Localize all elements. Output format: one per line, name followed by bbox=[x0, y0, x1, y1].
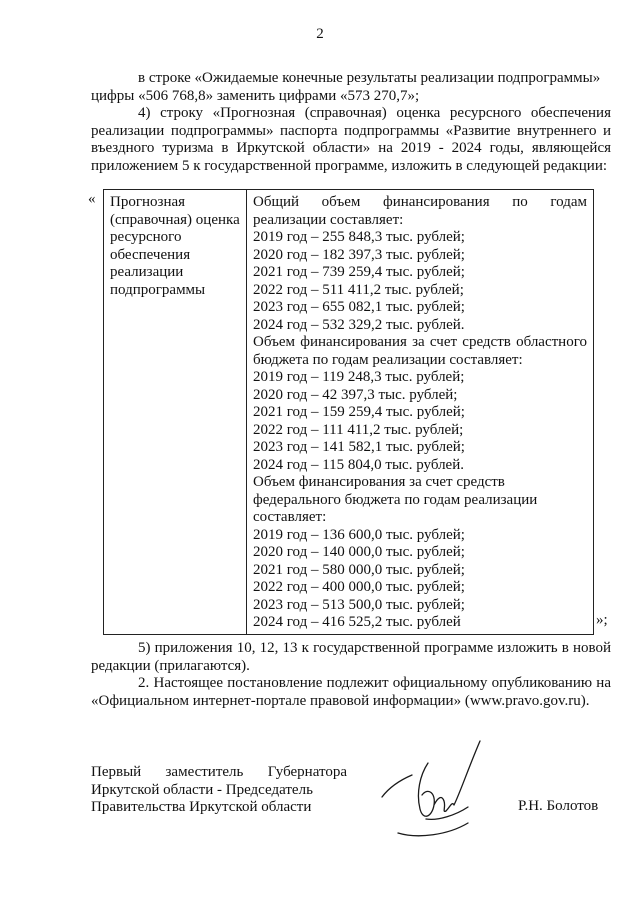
funding-line: 2019 год – 136 600,0 тыс. рублей; bbox=[253, 526, 465, 543]
funding-line: 2019 год – 255 848,3 тыс. рублей; bbox=[253, 229, 465, 245]
paragraph-line: в строке «Ожидаемые конечные результаты реализации подпрограммы» bbox=[138, 70, 601, 86]
funding-line: 2023 год – 141 582,1 тыс. рублей; bbox=[253, 439, 465, 455]
funding-line: 2020 год – 182 397,3 тыс. рублей; bbox=[253, 246, 465, 263]
funding-line: 2022 год – 511 411,2 тыс. рублей; bbox=[253, 281, 464, 298]
funding-line: федерального бюджета по годам реализации bbox=[253, 491, 538, 508]
page-number: 2 bbox=[316, 26, 324, 42]
paragraph-item-4: 4) строку «Прогнозная (справочная) оценка ресурсного обеспечения реализации подпрограммы» паспорта подпрограммы «Развитие внутреннего и въездного туризма в Иркутской области» на 2019 - 2024 годы, являющейся приложением 5 к государственной программе, изложить в следующей редакции: bbox=[91, 105, 611, 174]
funding-line: 2019 год – 119 248,3 тыс. рублей; bbox=[253, 369, 465, 385]
funding-line: 2024 год – 115 804,0 тыс. рублей. bbox=[253, 456, 464, 473]
table-row bbox=[104, 190, 594, 635]
funding-line: 2022 год – 400 000,0 тыс. рублей; bbox=[253, 579, 465, 595]
position-line: Правительства Иркутской области bbox=[91, 799, 312, 815]
position-line: Первый заместитель Губернатора bbox=[91, 764, 347, 780]
funding-line: 2023 год – 655 082,1 тыс. рублей; bbox=[253, 299, 465, 315]
funding-line: 2021 год – 159 259,4 тыс. рублей; bbox=[253, 404, 465, 420]
funding-line: Объем финансирования за счет средств областного бюджета по годам реализации составляет: bbox=[253, 334, 587, 368]
paragraph-line: цифры «506 768,8» заменить цифрами «573 270,7»; bbox=[91, 87, 420, 104]
funding-line: 2024 год – 416 525,2 тыс. рублей bbox=[253, 614, 461, 630]
paragraph-item-2-publication: 2. Настоящее постановление подлежит официальному опубликованию на «Официальном интернет-портале правовой информации» (www.pravo.gov.ru). bbox=[91, 675, 611, 709]
funding-lines bbox=[253, 194, 587, 632]
closing-quote: »; bbox=[596, 612, 608, 628]
funding-line: 2020 год – 140 000,0 тыс. рублей; bbox=[253, 544, 465, 560]
table-label-cell: Прогнозная (справочная) оценка ресурсного обеспечения реализации подпрограммы bbox=[104, 190, 247, 635]
table-content-cell bbox=[247, 190, 594, 635]
funding-line: 2023 год – 513 500,0 тыс. рублей; bbox=[253, 596, 465, 613]
funding-line: 2020 год – 42 397,3 тыс. рублей; bbox=[253, 386, 458, 403]
funding-line: 2021 год – 580 000,0 тыс. рублей; bbox=[253, 561, 465, 578]
handwritten-signature bbox=[368, 735, 488, 845]
funding-line: Общий объем финансирования по годам реализации составляет: bbox=[253, 194, 587, 228]
paragraph-expected-results bbox=[91, 70, 611, 105]
passport-table bbox=[103, 189, 594, 635]
position-line: Иркутской области - Председатель bbox=[91, 781, 313, 798]
signatory-name: Р.Н. Болотов bbox=[518, 798, 599, 814]
paragraph-item-5: 5) приложения 10, 12, 13 к государственной программе изложить в новой редакции (прилагаются). bbox=[91, 640, 611, 674]
opening-quote: « bbox=[88, 191, 96, 207]
funding-line: 2021 год – 739 259,4 тыс. рублей; bbox=[253, 264, 465, 280]
funding-line: 2024 год – 532 329,2 тыс. рублей. bbox=[253, 316, 465, 333]
signatory-position bbox=[91, 764, 347, 817]
funding-line: составляет: bbox=[253, 509, 327, 525]
funding-line: 2022 год – 111 411,2 тыс. рублей; bbox=[253, 421, 464, 438]
funding-line: Объем финансирования за счет средств bbox=[253, 474, 505, 490]
